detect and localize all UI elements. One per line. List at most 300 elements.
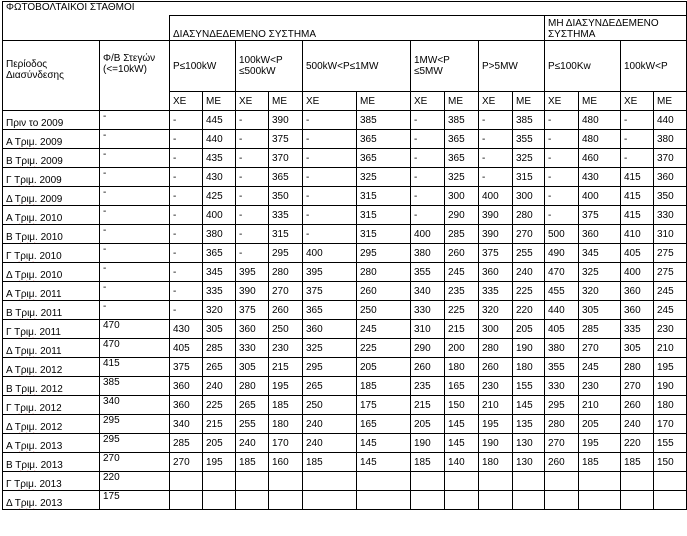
tariff-value-cell: 390 <box>236 282 269 301</box>
period-cell <box>3 282 100 301</box>
period-cell <box>3 339 100 358</box>
tariff-value-cell: - <box>545 168 579 187</box>
tariff-value-cell: 220 <box>513 301 545 320</box>
period-year: 2013 <box>36 479 62 490</box>
tariff-value-cell: 330 <box>411 301 445 320</box>
tariff-value-cell: 230 <box>579 377 621 396</box>
roofs-value-cell: 220 <box>100 472 170 491</box>
roofs-value-cell: 295 <box>100 415 170 434</box>
tariff-value-cell: 380 <box>411 244 445 263</box>
tariff-value-cell <box>411 472 445 491</box>
tariff-value-cell: 295 <box>357 244 411 263</box>
roofs-value-cell: - <box>100 244 170 263</box>
tariff-value-cell: 305 <box>579 301 621 320</box>
tariff-value-cell: 400 <box>479 187 513 206</box>
me-header: ΜΕ <box>579 92 621 111</box>
tariff-value-cell: 270 <box>579 339 621 358</box>
tariff-value-cell: 375 <box>579 206 621 225</box>
tariff-value-cell: - <box>170 282 203 301</box>
tariff-value-cell: 380 <box>203 225 236 244</box>
sub-header-4: P>5MW <box>479 41 545 92</box>
tariff-value-cell: 345 <box>203 263 236 282</box>
tariff-value-cell: 205 <box>513 320 545 339</box>
tariff-value-cell: 430 <box>203 168 236 187</box>
tariff-value-cell: 315 <box>513 168 545 187</box>
tariff-value-cell: 300 <box>445 187 479 206</box>
tariff-value-cell: 180 <box>513 358 545 377</box>
tariff-value-cell: 250 <box>269 320 303 339</box>
tariff-value-cell: 375 <box>479 244 513 263</box>
tariff-value-cell: 230 <box>654 320 687 339</box>
tariff-value-cell: 390 <box>269 111 303 130</box>
tariff-value-cell: 360 <box>621 301 654 320</box>
period-quarter-abbrev: Τριμ. <box>14 498 38 509</box>
period-year: 2009 <box>37 156 63 167</box>
tariff-value-cell: 460 <box>579 149 621 168</box>
period-label: Β <box>6 460 16 471</box>
tariff-value-cell: 280 <box>479 339 513 358</box>
tariff-value-cell: 480 <box>579 130 621 149</box>
tariff-value-cell <box>513 472 545 491</box>
tariff-value-cell: 175 <box>357 396 411 415</box>
tariff-value-cell: 185 <box>236 453 269 472</box>
tariff-value-cell: - <box>236 168 269 187</box>
tariff-value-cell: 375 <box>236 301 269 320</box>
sub-header-6: 100kW<P <box>621 41 687 92</box>
table-row <box>3 320 687 339</box>
period-label: Δ <box>6 422 15 433</box>
roofs-value-cell: - <box>100 130 170 149</box>
table-row <box>3 453 687 472</box>
tariff-value-cell: 285 <box>203 339 236 358</box>
tariff-value-cell: 225 <box>357 339 411 358</box>
tariff-value-cell: - <box>545 111 579 130</box>
tariff-value-cell: 135 <box>513 415 545 434</box>
tariff-value-cell: 405 <box>170 339 203 358</box>
tariff-value-cell: - <box>170 111 203 130</box>
tariff-value-cell: 380 <box>545 339 579 358</box>
tariff-value-cell <box>357 491 411 510</box>
tariff-value-cell: 380 <box>654 130 687 149</box>
period-cell <box>3 453 100 472</box>
tariff-value-cell <box>236 491 269 510</box>
period-quarter-abbrev: Τριμ. <box>14 194 38 205</box>
tariff-value-cell: 400 <box>203 206 236 225</box>
tariff-value-cell: 385 <box>357 111 411 130</box>
tariff-value-cell: 430 <box>170 320 203 339</box>
tariff-value-cell: 220 <box>621 434 654 453</box>
tariff-value-cell: - <box>303 187 357 206</box>
tariff-value-cell: 330 <box>236 339 269 358</box>
tariff-value-cell: 375 <box>170 358 203 377</box>
tariff-value-cell: 400 <box>303 244 357 263</box>
period-year: 2009 <box>36 175 62 186</box>
table-row <box>3 263 687 282</box>
period-quarter-abbrev: Τριμ. <box>14 270 38 281</box>
period-cell <box>3 377 100 396</box>
tariff-value-cell: 240 <box>621 415 654 434</box>
table-row <box>3 282 687 301</box>
tariff-value-cell: 300 <box>479 320 513 339</box>
tariff-value-cell: 180 <box>445 358 479 377</box>
tariff-value-cell: 480 <box>579 111 621 130</box>
tariff-value-cell: 260 <box>545 453 579 472</box>
tariff-value-cell: - <box>236 149 269 168</box>
tariff-value-cell: - <box>411 206 445 225</box>
period-year: 2013 <box>37 498 63 509</box>
tariff-value-cell: 440 <box>203 130 236 149</box>
roofs-value-cell: - <box>100 111 170 130</box>
tariff-value-cell: - <box>170 244 203 263</box>
tariff-value-cell: 260 <box>269 301 303 320</box>
tariff-value-cell <box>269 491 303 510</box>
tariff-value-cell <box>445 491 479 510</box>
tariff-value-cell: 130 <box>513 453 545 472</box>
tariff-value-cell: 165 <box>357 415 411 434</box>
tariff-value-cell: 210 <box>479 396 513 415</box>
period-quarter-abbrev: Τριμ. <box>14 441 38 452</box>
tariff-value-cell: 395 <box>303 263 357 282</box>
tariff-value-cell: 240 <box>236 434 269 453</box>
tariff-table <box>2 1 687 510</box>
tariff-value-cell: 405 <box>621 244 654 263</box>
sub-header-2: 500kW<P≤1MW <box>303 41 411 92</box>
tariff-value-cell: 275 <box>654 244 687 263</box>
roofs-value-cell: 270 <box>100 453 170 472</box>
group-header-row <box>3 16 687 41</box>
period-cell <box>3 263 100 282</box>
period-quarter-abbrev: Τριμ. <box>14 289 38 300</box>
tariff-value-cell: - <box>479 168 513 187</box>
table-row <box>3 168 687 187</box>
tariff-value-cell: 250 <box>303 396 357 415</box>
me-header: ΜΕ <box>513 92 545 111</box>
period-label: Γ <box>6 251 15 262</box>
sub-header-5: P≤100Kw <box>545 41 621 92</box>
tariff-value-cell: - <box>236 244 269 263</box>
tariff-value-cell: 320 <box>579 282 621 301</box>
tariff-value-cell: 280 <box>621 358 654 377</box>
table-row <box>3 130 687 149</box>
period-label: Β <box>6 384 16 395</box>
tariff-value-cell: 260 <box>357 282 411 301</box>
period-label: Β <box>6 232 16 243</box>
period-quarter-abbrev: Τριμ. <box>14 403 37 414</box>
tariff-value-cell: 325 <box>579 263 621 282</box>
table-row <box>3 339 687 358</box>
table-row <box>3 396 687 415</box>
tariff-value-cell: 270 <box>545 434 579 453</box>
tariff-value-cell: 325 <box>513 149 545 168</box>
tariff-value-cell: 245 <box>579 358 621 377</box>
period-quarter-abbrev: Τριμ. <box>14 251 37 262</box>
tariff-value-cell: 280 <box>357 263 411 282</box>
table-row <box>3 111 687 130</box>
tariff-value-cell: 415 <box>621 187 654 206</box>
tariff-value-cell: 215 <box>445 320 479 339</box>
period-label: Δ <box>6 346 15 357</box>
tariff-value-cell: 405 <box>545 320 579 339</box>
tariff-value-cell: 245 <box>654 282 687 301</box>
table-row <box>3 206 687 225</box>
table-row <box>3 434 687 453</box>
tariff-value-cell: 340 <box>170 415 203 434</box>
period-year: 2012 <box>37 365 63 376</box>
tariff-value-cell: 210 <box>579 396 621 415</box>
tariff-value-cell: 270 <box>269 282 303 301</box>
period-label: Δ <box>6 270 15 281</box>
tariff-value-cell <box>654 472 687 491</box>
table-row <box>3 187 687 206</box>
tariff-value-cell: - <box>236 111 269 130</box>
tariff-value-cell: 400 <box>621 263 654 282</box>
tariff-value-cell: 180 <box>479 453 513 472</box>
tariff-value-cell: 230 <box>479 377 513 396</box>
tariff-value-cell: 170 <box>654 415 687 434</box>
tariff-value-cell: 185 <box>303 453 357 472</box>
tariff-value-cell: 300 <box>513 187 545 206</box>
tariff-value-cell: 245 <box>654 301 687 320</box>
sub-header-3: 1MW<P ≤5MW <box>411 41 479 92</box>
tariff-value-cell: 345 <box>579 244 621 263</box>
group-connected-header: ΔΙΑΣΥΝΔΕΔΕΜΕΝΟ ΣΥΣΤΗΜΑ <box>170 16 545 41</box>
tariff-value-cell: 215 <box>203 415 236 434</box>
me-header: ΜΕ <box>357 92 411 111</box>
roofs-value-cell: 470 <box>100 339 170 358</box>
tariff-value-cell: 315 <box>357 206 411 225</box>
period-quarter-abbrev: Τριμ. <box>15 308 38 319</box>
period-year: 2012 <box>37 422 63 433</box>
tariff-value-cell: 445 <box>203 111 236 130</box>
tariff-value-cell: - <box>303 225 357 244</box>
tariff-value-cell: 185 <box>579 453 621 472</box>
period-label: Δ <box>6 498 15 509</box>
tariff-value-cell: 205 <box>357 358 411 377</box>
table-row <box>3 377 687 396</box>
tariff-value-cell: 280 <box>269 263 303 282</box>
tariff-value-cell: 360 <box>170 377 203 396</box>
tariff-value-cell: - <box>236 130 269 149</box>
period-quarter-abbrev: Τριμ. <box>14 327 37 338</box>
period-year: 2012 <box>36 403 62 414</box>
tariff-value-cell: - <box>479 149 513 168</box>
tariff-value-cell: 140 <box>445 453 479 472</box>
table-row <box>3 301 687 320</box>
period-cell <box>3 491 100 510</box>
roofs-value-cell: - <box>100 206 170 225</box>
tariff-value-cell: 350 <box>654 187 687 206</box>
roofs-value-cell: 385 <box>100 377 170 396</box>
tariff-value-cell: 290 <box>445 206 479 225</box>
table-row <box>3 415 687 434</box>
tariff-value-cell: - <box>411 168 445 187</box>
tariff-value-cell: 340 <box>411 282 445 301</box>
tariff-value-cell: 240 <box>203 377 236 396</box>
tariff-value-cell: - <box>411 111 445 130</box>
tariff-value-cell: - <box>545 130 579 149</box>
tariff-value-cell: 185 <box>411 453 445 472</box>
tariff-value-cell: 415 <box>621 168 654 187</box>
tariff-value-cell: 330 <box>654 206 687 225</box>
tariff-value-cell: 180 <box>269 415 303 434</box>
tariff-value-cell: - <box>170 206 203 225</box>
tariff-value-cell: 335 <box>479 282 513 301</box>
tariff-value-cell: 205 <box>203 434 236 453</box>
tariff-value-cell: 335 <box>621 320 654 339</box>
roofs-value-cell: 295 <box>100 434 170 453</box>
tariff-value-cell: 455 <box>545 282 579 301</box>
tariff-value-cell: 145 <box>513 396 545 415</box>
tariff-value-cell: 190 <box>513 339 545 358</box>
group-nonconnected-header: ΜΗ ΔΙΑΣΥΝΔΕΔΕΜΕΝΟ ΣΥΣΤΗΜΑ <box>545 16 687 41</box>
tariff-value-cell: - <box>411 130 445 149</box>
tariff-value-cell: 215 <box>269 358 303 377</box>
period-quarter-abbrev: Τριμ. <box>14 365 38 376</box>
period-quarter-abbrev: Τριμ. <box>14 175 37 186</box>
tariff-value-cell: 260 <box>445 244 479 263</box>
period-cell <box>3 434 100 453</box>
tariff-value-cell: 190 <box>479 434 513 453</box>
tariff-value-cell: 360 <box>479 263 513 282</box>
period-year: 2010 <box>36 251 62 262</box>
tariff-value-cell: 355 <box>513 130 545 149</box>
tariff-value-cell: 245 <box>445 263 479 282</box>
xe-header: ΧΕ <box>303 92 357 111</box>
tariff-value-cell: 240 <box>303 415 357 434</box>
tariff-value-cell: - <box>170 130 203 149</box>
tariff-value-cell: 195 <box>479 415 513 434</box>
tariff-value-cell: 295 <box>269 244 303 263</box>
period-year: 2010 <box>37 213 63 224</box>
subheader-row <box>3 41 687 92</box>
period-year: 2009 <box>37 137 63 148</box>
tariff-value-cell: 335 <box>269 206 303 225</box>
period-cell <box>3 415 100 434</box>
group-header-blank <box>3 16 170 41</box>
period-cell <box>3 130 100 149</box>
tariff-value-cell <box>303 491 357 510</box>
table-title: ΦΩΤΟΒΟΛΤΑΙΚΟΙ ΣΤΑΘΜΟΙ <box>3 2 687 16</box>
tariff-value-cell: 285 <box>579 320 621 339</box>
me-header: ΜΕ <box>654 92 687 111</box>
tariff-value-cell: 245 <box>357 320 411 339</box>
period-label: Α <box>6 137 15 148</box>
tariff-value-cell: - <box>479 130 513 149</box>
tariff-value-cell: 335 <box>203 282 236 301</box>
tariff-value-cell: - <box>545 149 579 168</box>
tariff-value-cell: 500 <box>545 225 579 244</box>
tariff-value-cell: 150 <box>654 453 687 472</box>
tariff-value-cell <box>545 491 579 510</box>
sub-header-1: 100kW<P ≤500kW <box>236 41 303 92</box>
tariff-value-cell: 280 <box>545 415 579 434</box>
period-cell <box>3 358 100 377</box>
tariff-value-cell <box>236 472 269 491</box>
tariff-value-cell: 190 <box>411 434 445 453</box>
tariff-value-cell: 355 <box>545 358 579 377</box>
period-year: 2010 <box>37 270 63 281</box>
tariff-value-cell: 365 <box>269 168 303 187</box>
tariff-value-cell <box>545 472 579 491</box>
tariff-value-cell <box>445 472 479 491</box>
tariff-value-cell: 155 <box>654 434 687 453</box>
tariff-value-cell: 325 <box>303 339 357 358</box>
tariff-value-cell: 365 <box>445 149 479 168</box>
tariff-value-cell: 360 <box>579 225 621 244</box>
period-year: 2011 <box>36 327 61 338</box>
tariff-value-cell: - <box>170 187 203 206</box>
period-quarter-abbrev: Τριμ. <box>15 232 38 243</box>
tariff-value-cell: 270 <box>621 377 654 396</box>
tariff-value-cell: 365 <box>445 130 479 149</box>
tariff-value-cell: 270 <box>170 453 203 472</box>
tariff-value-cell <box>621 472 654 491</box>
tariff-value-cell: 265 <box>203 358 236 377</box>
tariff-value-cell <box>654 491 687 510</box>
tariff-value-cell: - <box>621 111 654 130</box>
tariff-value-cell: 165 <box>445 377 479 396</box>
period-cell <box>3 149 100 168</box>
tariff-value-cell: 285 <box>445 225 479 244</box>
period-column-header: Περίοδος Διασύνδεσης <box>3 41 100 111</box>
tariff-value-cell: 395 <box>236 263 269 282</box>
tariff-value-cell: 260 <box>479 358 513 377</box>
tariff-value-cell: 360 <box>236 320 269 339</box>
tariff-value-cell <box>579 472 621 491</box>
tariff-value-cell: 365 <box>357 130 411 149</box>
tariff-value-cell <box>203 472 236 491</box>
tariff-value-cell: 185 <box>621 453 654 472</box>
tariff-value-cell: 210 <box>654 339 687 358</box>
tariff-value-cell: 225 <box>445 301 479 320</box>
tariff-value-cell: - <box>170 168 203 187</box>
tariff-value-cell: 390 <box>479 206 513 225</box>
me-header: ΜΕ <box>203 92 236 111</box>
tariff-value-cell: 440 <box>654 111 687 130</box>
period-cell <box>3 225 100 244</box>
tariff-value-cell: 330 <box>545 377 579 396</box>
xe-header: ΧΕ <box>236 92 269 111</box>
tariff-value-cell: 370 <box>269 149 303 168</box>
tariff-value-cell: 225 <box>203 396 236 415</box>
tariff-value-cell: 490 <box>545 244 579 263</box>
tariff-value-cell: 325 <box>445 168 479 187</box>
tariff-value-cell: 385 <box>445 111 479 130</box>
tariff-value-cell: - <box>170 225 203 244</box>
roofs-value-cell: - <box>100 225 170 244</box>
tariff-value-cell: 295 <box>545 396 579 415</box>
tariff-value-cell: 350 <box>269 187 303 206</box>
period-label: Α <box>6 213 15 224</box>
tariff-value-cell: 410 <box>621 225 654 244</box>
tariff-value-cell: 215 <box>411 396 445 415</box>
tariff-value-cell <box>513 491 545 510</box>
period-quarter-abbrev: Τριμ. <box>14 346 38 357</box>
period-year: 2010 <box>37 232 63 243</box>
tariff-value-cell: 400 <box>579 187 621 206</box>
period-label: Α <box>6 289 15 300</box>
period-label: Β <box>6 156 16 167</box>
period-label: Δ <box>6 194 15 205</box>
tariff-value-cell: - <box>170 263 203 282</box>
tariff-value-cell: 430 <box>579 168 621 187</box>
roofs-value-cell: - <box>100 187 170 206</box>
tariff-value-cell: - <box>545 206 579 225</box>
period-year: 2011 <box>37 346 62 357</box>
tariff-value-cell <box>203 491 236 510</box>
period-label: Γ <box>6 403 15 414</box>
tariff-value-cell: - <box>621 149 654 168</box>
